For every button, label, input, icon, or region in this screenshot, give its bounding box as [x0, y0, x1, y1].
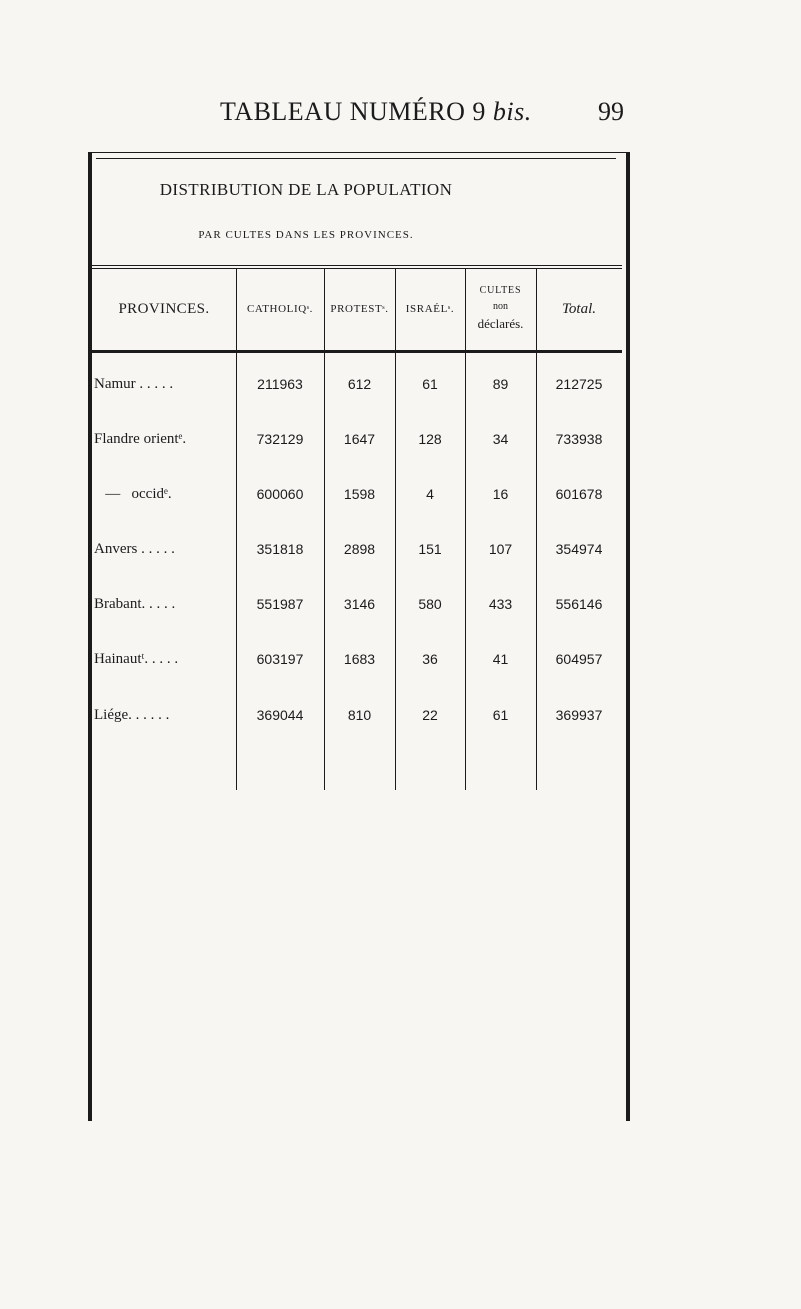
protestants-cell: 810 — [347, 707, 372, 723]
column-header-protestants: PROTESTˢ. — [330, 303, 389, 315]
province-cell: Namur . . . . . — [94, 376, 174, 392]
page-number: 99 — [598, 97, 624, 126]
israelites-cell: 22 — [422, 707, 438, 723]
israelites-cell: 151 — [418, 541, 442, 557]
total-cell: 369937 — [555, 707, 603, 723]
column-header-provinces: PROVINCES. — [118, 300, 210, 317]
total-cell: 354974 — [555, 541, 603, 557]
total-cell: 212725 — [555, 376, 603, 392]
province-cell: Liége. . . . . . — [94, 707, 170, 723]
column-header-cultes-non-declares — [465, 268, 536, 350]
catholiques-cell: 732129 — [256, 431, 304, 447]
total-cell: 604957 — [555, 651, 603, 667]
page-title — [220, 97, 532, 127]
israelites-cell: 128 — [418, 431, 442, 447]
table-row — [0, 482, 801, 506]
frame-top-rule — [96, 158, 616, 159]
cultes-line-1: CULTES — [479, 285, 522, 297]
header-bottom-rule — [92, 350, 622, 353]
province-cell: Flandre orientᵉ. — [94, 431, 187, 447]
total-cell: 733938 — [555, 431, 603, 447]
table-row — [0, 703, 801, 727]
table-row — [0, 372, 801, 396]
catholiques-cell: 603197 — [256, 651, 304, 667]
protestants-cell: 1683 — [343, 651, 376, 667]
cultes-line-2: non — [493, 300, 508, 312]
column-header-total: Total. — [561, 300, 597, 317]
table-title: DISTRIBUTION DE LA POPULATION — [159, 180, 453, 199]
protestants-cell: 612 — [347, 376, 372, 392]
cultes-line-3: déclarés. — [477, 316, 524, 332]
non-declares-cell: 41 — [492, 651, 509, 667]
non-declares-cell: 433 — [488, 596, 513, 612]
header-top-rule — [92, 265, 622, 266]
table-subtitle: PAR CULTES DANS LES PROVINCES. — [198, 229, 414, 241]
page-title-main: TABLEAU NUMÉRO 9 — [220, 97, 486, 126]
protestants-cell: 3146 — [343, 596, 376, 612]
column-header-israelites: ISRAÉLˢ. — [405, 303, 455, 315]
israelites-cell: 61 — [422, 376, 438, 392]
catholiques-cell: 551987 — [256, 596, 304, 612]
non-declares-cell: 61 — [492, 707, 509, 723]
catholiques-cell: 351818 — [256, 541, 304, 557]
column-header-catholiques: CATHOLIQˢ. — [246, 303, 314, 315]
table-row — [0, 427, 801, 451]
israelites-cell: 580 — [418, 596, 442, 612]
total-cell: 556146 — [555, 596, 603, 612]
israelites-cell: 4 — [426, 486, 434, 502]
non-declares-cell: 89 — [492, 376, 509, 392]
province-cell: Hainautᵗ. . . . . — [94, 651, 179, 667]
catholiques-cell: 211963 — [257, 376, 303, 392]
table-row — [0, 537, 801, 561]
province-cell: Anvers . . . . . — [94, 541, 175, 557]
province-cell: Brabant. . . . . — [94, 596, 176, 612]
protestants-cell: 2898 — [343, 541, 376, 557]
protestants-cell: 1598 — [343, 486, 376, 502]
page-title-suffix: bis. — [492, 97, 532, 126]
table-row — [0, 592, 801, 616]
israelites-cell: 36 — [422, 651, 438, 667]
catholiques-cell: 369044 — [256, 707, 304, 723]
protestants-cell: 1647 — [343, 431, 376, 447]
non-declares-cell: 16 — [492, 486, 509, 502]
table-row — [0, 647, 801, 671]
total-cell: 601678 — [555, 486, 603, 502]
catholiques-cell: 600060 — [256, 486, 304, 502]
province-cell: — occidᵉ. — [94, 486, 172, 502]
non-declares-cell: 107 — [488, 541, 513, 557]
page-header — [0, 97, 801, 131]
non-declares-cell: 34 — [492, 431, 509, 447]
